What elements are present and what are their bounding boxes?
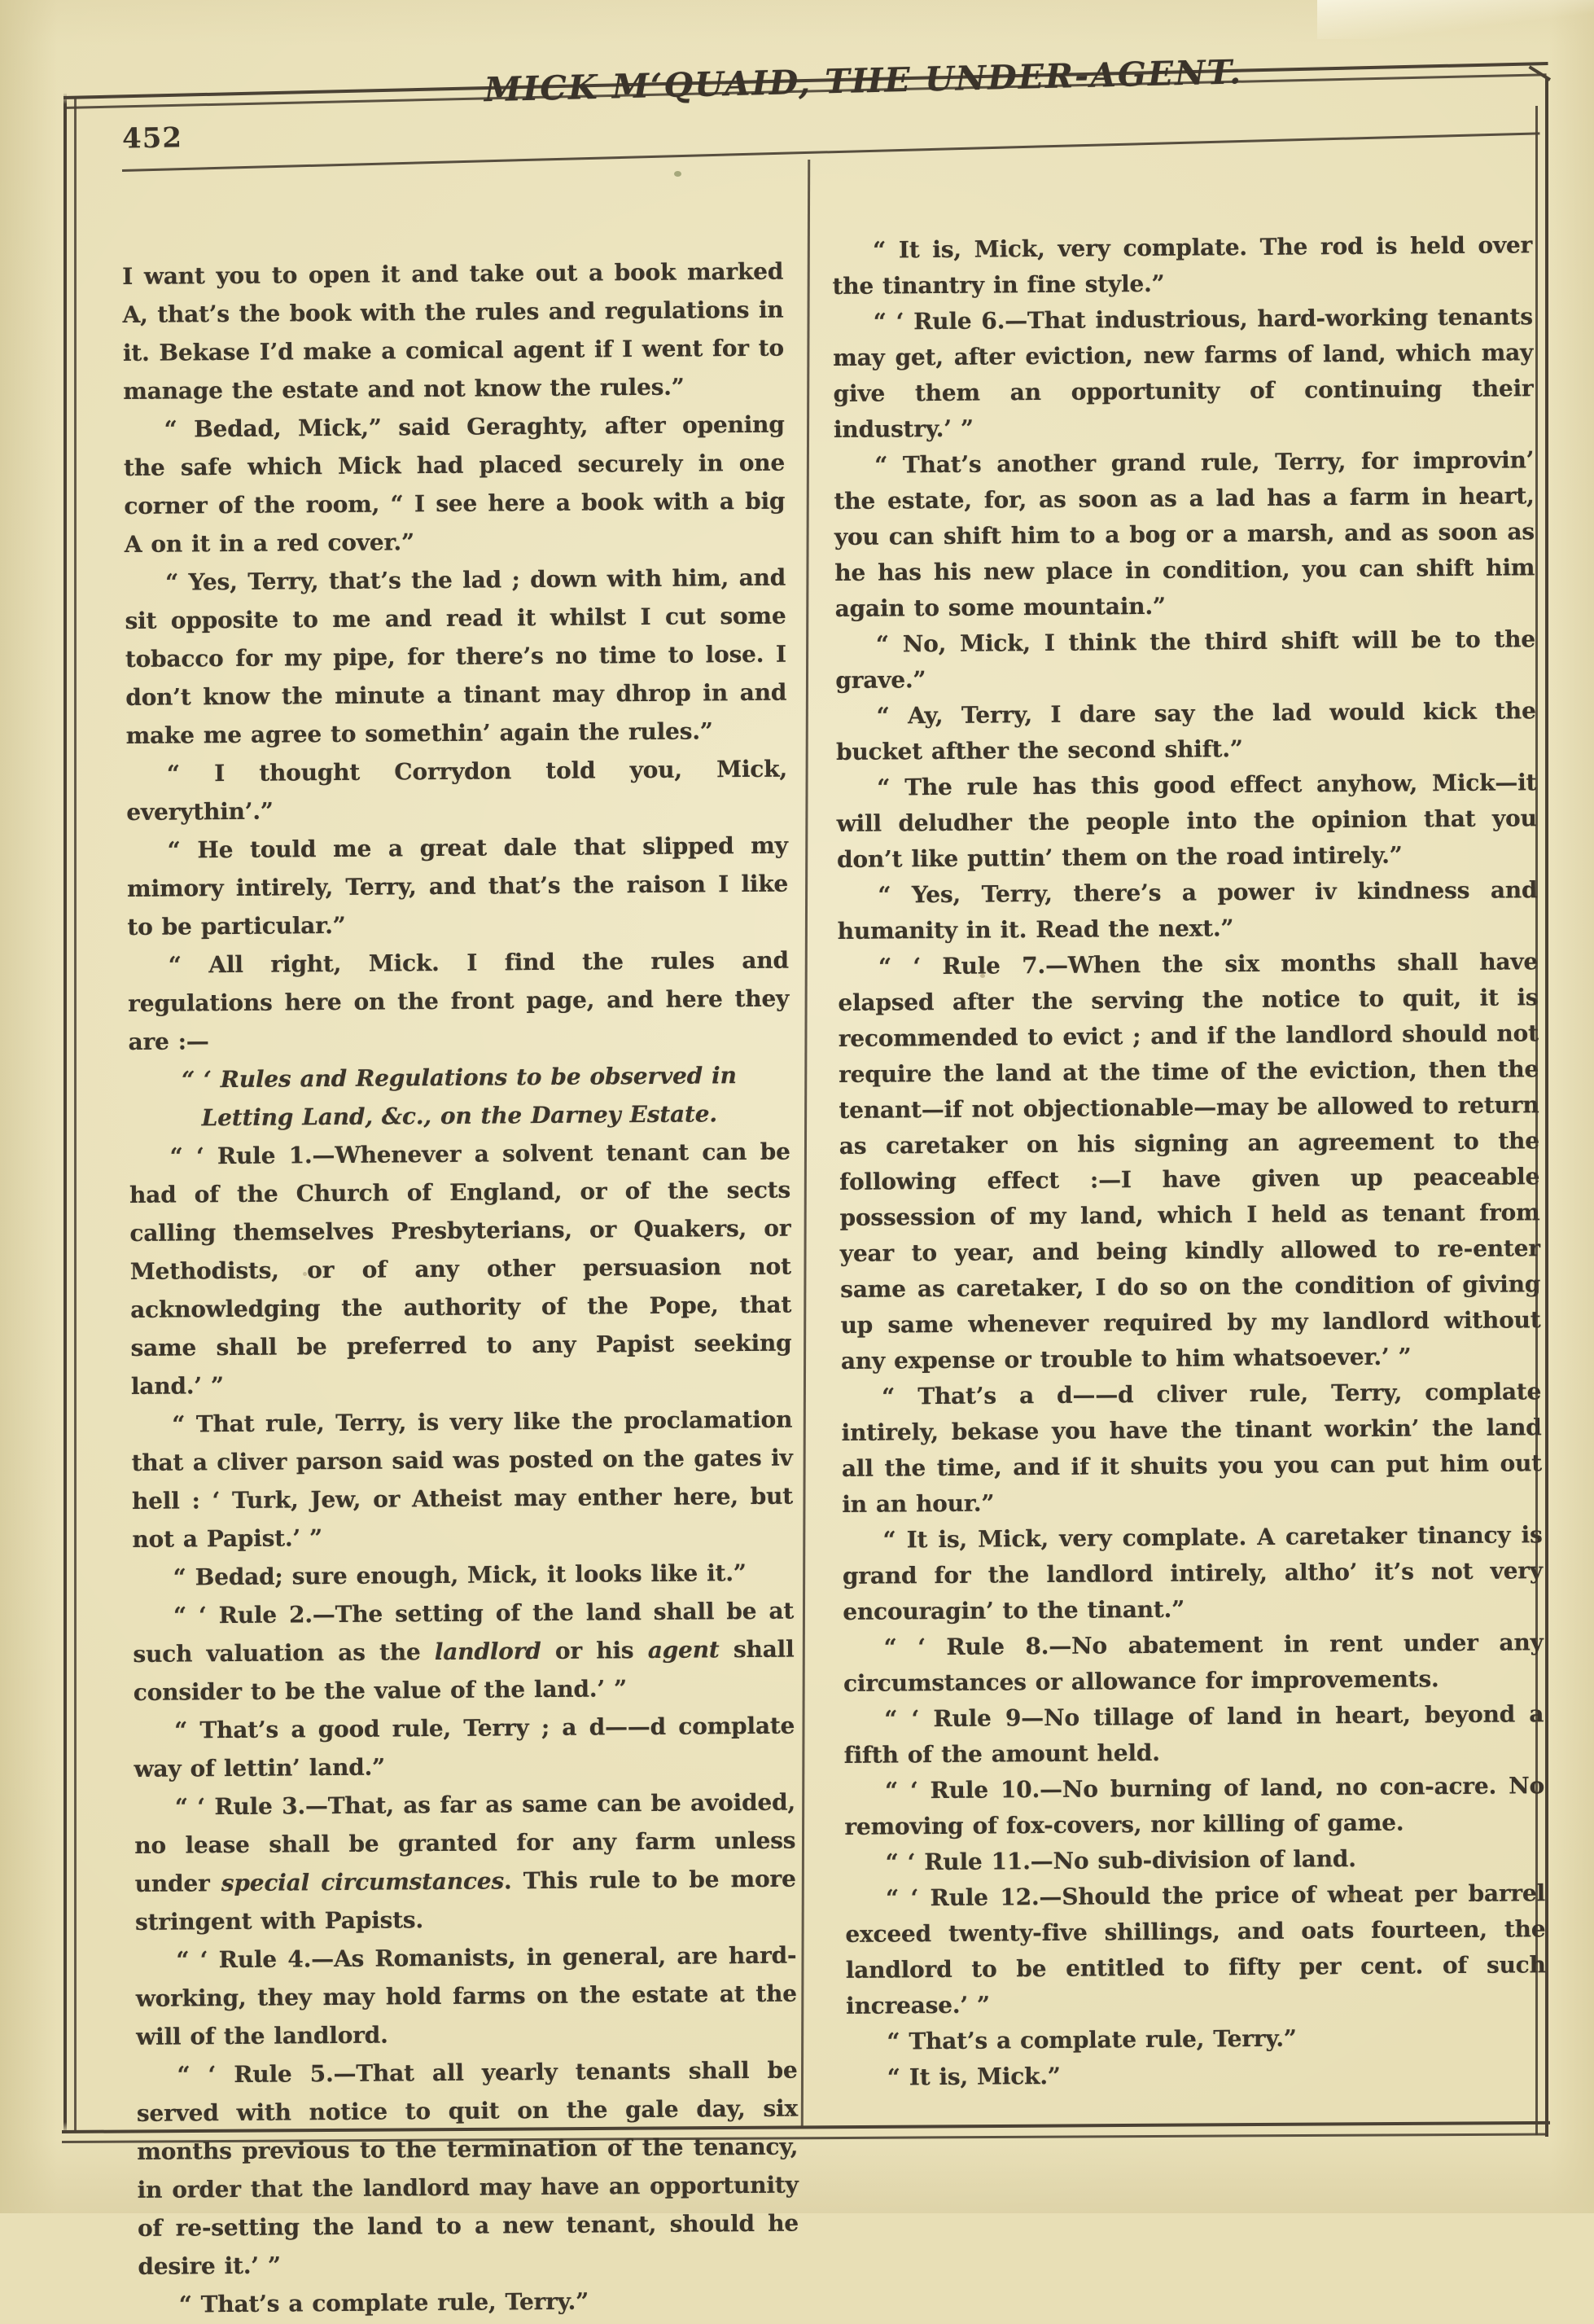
column-divider	[801, 160, 810, 2129]
text-run: “ ‘ Rule 2.—The setting of the land shall be at such valuation as the	[133, 1597, 795, 1668]
paragraph	[845, 1839, 1545, 1881]
paragraph	[838, 944, 1541, 1379]
paragraph	[837, 872, 1538, 949]
header-rule	[122, 132, 1539, 172]
text-run: “ All right, Mick. I find the rules and regulations here on the front page, and here they are :—	[128, 946, 790, 1055]
left-column	[122, 252, 799, 2324]
paragraph	[846, 2019, 1546, 2060]
left-border-line	[63, 93, 67, 2130]
paragraph	[134, 1783, 796, 1941]
italic-text: Rules and Regulations to be observed in Letting Land, &c., on the Darney Estate.	[201, 1062, 737, 1132]
italic-text: special circumstances	[221, 1867, 505, 1897]
paragraph	[135, 1936, 797, 2056]
paragraph	[136, 2051, 799, 2286]
text-run: “ Yes, Terry, that’s the lad ; down with him, and sit opposite to me and read it whilst I cut some tobacco for my pipe, for there’s no time to lose. I don’t know the minute a tinant may dhrop in and make me agree to somethin’ again the rules.”	[125, 563, 787, 749]
text-run: “ That rule, Terry, is very like the proclamation that a cliver parson said was posted on the gates iv hell : ‘ Turk, Jew, or Atheist may enther here, but not a Papist.’ ”	[131, 1405, 794, 1553]
text-run: “ ‘ Rule 6.—That industrious, hard-working tenants may get, after eviction, new farms of land, which may give them an opportunity of continuing their industry.’ ”	[833, 303, 1534, 443]
text-run: “ That’s another grand rule, Terry, for improvin’ the estate, for, as soon as a lad has a farm in heart, you can shift him to a bog or a marsh, and as soon as he has his new place in condition, you can shift him again to some mountain.”	[834, 446, 1535, 622]
ink-speck	[674, 171, 681, 177]
text-run: “ That’s a complate rule, Terry.”	[178, 2287, 589, 2318]
text-run: “ Ay, Terry, I dare say the lad would kick the bucket afther the second shift.”	[835, 697, 1536, 765]
text-run: “ The rule has this good effect anyhow, Mick—it will deludher the people into the opinion that you don’t like puttin’ them on the road intirely.”	[836, 769, 1537, 873]
text-run: “ ‘ Rule 7.—When the six months shall have elapsed after the serving the notice to quit, it is recommended to evict ; and if the landlord should not require the land at the time of the eviction, then the tenant—if not objectionable—may be allowed to return as caretaker on his signing an agreement to the following effect :—I have given up peaceable possession of my land, which I held as tenant from year to year, and being kindly allowed to re-enter same as caretaker, I do so on the condition of giving up same whenever required by my landlord without any expense or trouble to him whatsoever.’ ”	[838, 948, 1541, 1375]
text-run: “ It is, Mick, very complate. A caretaker tinancy is grand for the landlord intirely, altho’ it’s not very encouragin’ to the tinant.”	[842, 1521, 1544, 1625]
italic-text: landlord	[434, 1638, 541, 1666]
paragraph	[836, 765, 1537, 878]
paragraph	[133, 1554, 794, 1597]
text-run: “ ‘	[182, 1066, 221, 1094]
text-run: I want you to open it and take out a book marked A, that’s the book with the rules and regulations in it. Bekase I’d make a comical agent if I went for to manage the estate and not know the rules.”	[122, 257, 785, 405]
text-run: “ No, Mick, I think the third shift will be to the grave.”	[835, 625, 1536, 694]
text-run: “ ‘ Rule 12.—Should the price of wheat per barrel exceed twenty-five shillings, and oats fourteen, the landlord to be entitled to fifty per cent. of such increase.’ ”	[845, 1879, 1546, 2019]
paragraph	[129, 1133, 792, 1405]
text-run: “ ‘ Rule 1.—Whenever a solvent tenant can be had of the Church of England, or of the sects calling themselves Presbyterians, or Quakers, or Methodists, or of any other persuasion not acknowledging the authority of the Pope, that same shall be preferred to any Papist seeking land.’ ”	[129, 1138, 792, 1400]
page-number: 452	[121, 121, 183, 156]
ink-speck	[980, 974, 985, 978]
paragraph	[835, 693, 1536, 770]
paragraph	[128, 941, 790, 1061]
paragraph	[832, 227, 1533, 305]
paragraph	[847, 2054, 1547, 2096]
paragraph	[122, 252, 784, 410]
rules-heading	[129, 1056, 790, 1138]
text-run: or his	[541, 1636, 648, 1665]
text-run: “ ‘ Rule 3.—That, as far as same can be avoided, no lease shall be granted for any farm unless under	[134, 1788, 796, 1897]
text-run: “ He tould me a great dale that slipped my mimory intirely, Terry, and that’s the raison I like to be particular.”	[126, 831, 789, 941]
text-run: “ Bedad; sure enough, Mick, it looks like it.”	[173, 1559, 747, 1591]
paragraph	[844, 1768, 1545, 1845]
text-run: “ Bedad, Mick,” said Geraghty, after opening the safe which Mick had placed securely in one corner of the room, “ I see here a book with a big A on it in a red cover.”	[123, 410, 786, 558]
text-run: “ It is, Mick, very complate. The rod is held over the tinantry in fine style.”	[832, 231, 1533, 300]
paragraph	[133, 1592, 795, 1712]
text-run: “ ‘ Rule 5.—That all yearly tenants shall be served with notice to quit on the gale day, six months previous to the termination of the tenancy, in order that the landlord may have an opportunity of re-setting the land to a new tenant, should he desire it.’ ”	[136, 2056, 799, 2280]
text-run: “ That’s a good rule, Terry ; a d——d complate way of lettin’ land.”	[134, 1712, 795, 1782]
right-column	[832, 227, 1547, 2096]
text-run: “ That’s a complate rule, Terry.”	[887, 2024, 1297, 2055]
paragraph	[843, 1696, 1544, 1774]
text-run: “ It is, Mick.”	[887, 2062, 1061, 2091]
text-run: “ ‘ Rule 4.—As Romanists, in general, are hard-working, they may hold farms on the estate at the will of the landlord.	[135, 1941, 797, 2050]
paragraph	[138, 2281, 799, 2324]
paragraph	[842, 1517, 1543, 1630]
paragraph	[834, 442, 1535, 627]
paragraph	[125, 559, 787, 755]
text-run: “ I thought Corrydon told you, Mick, everythin’.”	[126, 755, 788, 826]
left-border-line	[74, 98, 77, 2132]
paragraph	[126, 750, 788, 831]
italic-text: agent	[647, 1636, 720, 1664]
paragraph	[123, 406, 785, 563]
ink-speck	[303, 1272, 307, 1276]
text-run: shall consider to be the value of the land.’ ”	[133, 1635, 795, 1706]
foxing-spot	[1347, 1893, 1355, 1900]
text-run: “ Yes, Terry, there’s a power iv kindness and humanity in it. Read the next.”	[837, 876, 1538, 945]
running-title: MICK M‘QUAID, THE UNDER-AGENT.	[484, 52, 1243, 110]
text-run: “ That’s a d——d cliver rule, Terry, complate intirely, bekase you have the tinant workin’ the land all the time, and if it shuits you you can put him out in an hour.”	[841, 1378, 1543, 1518]
paragraph	[835, 621, 1536, 699]
paragraph	[841, 1374, 1542, 1523]
right-border-line	[1545, 78, 1548, 2137]
paragraph	[134, 1707, 795, 1788]
scan-edge-sliver	[1317, 0, 1594, 39]
paragraph	[843, 1625, 1544, 1702]
paragraph	[131, 1401, 793, 1559]
text-run: “ ‘ Rule 9—No tillage of land in heart, beyond a fifth of the amount held.	[843, 1700, 1544, 1769]
paragraph	[833, 299, 1534, 448]
text-run: “ ‘ Rule 10.—No burning of land, no con-acre. No removing of fox-covers, nor killing of game.	[844, 1772, 1545, 1840]
text-run: . This rule to be more stringent with Papists.	[134, 1865, 796, 1936]
paragraph	[127, 827, 789, 946]
text-run: “ ‘ Rule 8.—No abatement in rent under any circumstances or allowance for improvements.	[843, 1629, 1544, 1697]
paragraph	[845, 1875, 1546, 2024]
text-run: “ ‘ Rule 11.—No sub-division of land.	[885, 1845, 1356, 1876]
